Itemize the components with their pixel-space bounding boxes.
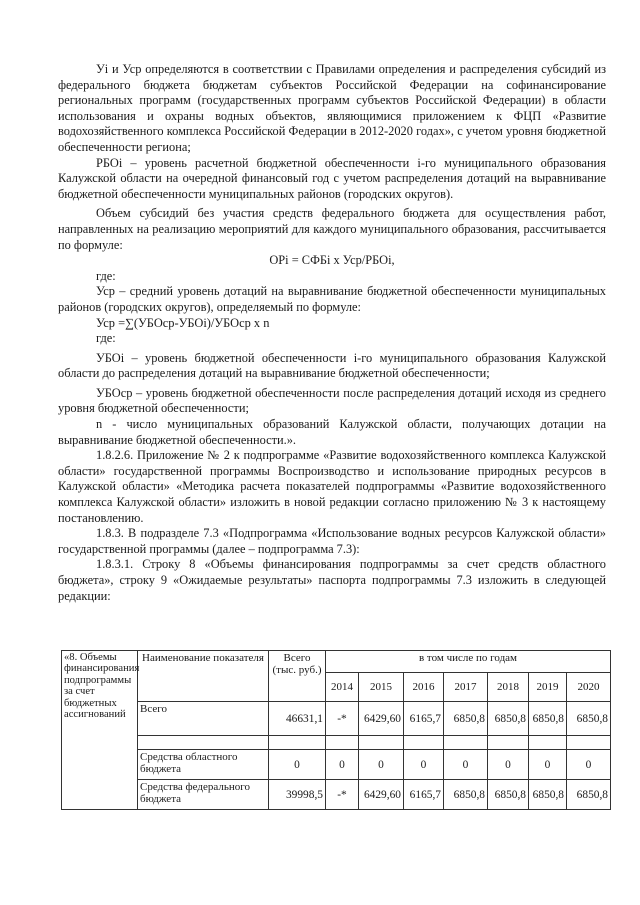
year-header: 2015 xyxy=(359,673,404,702)
formula-usr-rest: (УБОср-УБОi)/УБОср х n xyxy=(133,315,270,330)
formula-usr xyxy=(58,316,606,332)
formula-ori: ОРi = СФБi х Уср/РБОi, xyxy=(269,253,395,268)
paragraph-rboi: РБОi – уровень расчетной бюджетной обеспеченности i-го муниципального образования Калужской области на очередной финансовый год с учетом распределения дотаций на выравнивание бюджетной обеспеченности муниципальных районов (городских округов). xyxy=(58,155,606,201)
row-value: 6165,7 xyxy=(404,780,444,810)
year-header: 2014 xyxy=(326,673,359,702)
year-header: 2016 xyxy=(404,673,444,702)
header-years-group: в том числе по годам xyxy=(326,651,611,673)
table-header-row xyxy=(62,651,611,673)
row-value: 6850,8 xyxy=(567,702,611,736)
where-label-1: где: xyxy=(96,268,116,283)
row-value: 6429,60 xyxy=(359,702,404,736)
spacer-cell xyxy=(359,736,404,750)
row-value: 6850,8 xyxy=(529,702,567,736)
row-value: 6850,8 xyxy=(444,780,488,810)
row-value: 6429,60 xyxy=(359,780,404,810)
paragraph-1-8-2-6: 1.8.2.6. Приложение № 2 к подпрограмме «Развитие водохозяйственного комплекса Калужской области» государственной программы Воспроизводство и использование природных ресурсов в Калужской области» «Методика расчета показателей подпрограммы «Развитие водохозяйственного комплекса Калужской области» изложить в новой редакции согласно приложению № 3 к настоящему постановлению. xyxy=(58,448,606,525)
row-total: 39998,5 xyxy=(269,780,326,810)
row-value: 6850,8 xyxy=(444,702,488,736)
header-total: Всего (тыс. руб.) xyxy=(269,651,326,702)
row-label: Средства федерального бюджета xyxy=(138,780,269,810)
table-row xyxy=(62,780,611,810)
year-header: 2017 xyxy=(444,673,488,702)
row-value: 0 xyxy=(488,750,529,780)
table-row xyxy=(62,702,611,736)
body-text xyxy=(58,62,606,604)
formula-usr-sum: Уср =∑ xyxy=(96,315,134,330)
row-value: 0 xyxy=(529,750,567,780)
row-value: 6850,8 xyxy=(529,780,567,810)
spacer-cell xyxy=(138,736,269,750)
row-value: 6165,7 xyxy=(404,702,444,736)
row-value: 0 xyxy=(444,750,488,780)
spacer-cell xyxy=(488,736,529,750)
table-spacer-row xyxy=(62,736,611,750)
paragraph-uboi: УБОi – уровень бюджетной обеспеченности i-го муниципального образования Калужской области до распределения дотаций на выравнивание бюджетной обеспеченности; xyxy=(58,350,606,381)
header-name: Наименование показателя xyxy=(138,651,269,702)
paragraph-usr: Уср – средний уровень дотаций на выравнивание бюджетной обеспеченности муниципальных районов (городских округов), определяемый по формуле: xyxy=(58,284,606,314)
row-total: 46631,1 xyxy=(269,702,326,736)
spacer-cell xyxy=(326,736,359,750)
row-value: 6850,8 xyxy=(488,780,529,810)
paragraph-1-8-3: 1.8.3. В подразделе 7.3 «Подпрограмма «Использование водных ресурсов Калужской области» государственной программы (далее – подпрограмма 7.3): xyxy=(58,526,606,556)
row-value: 0 xyxy=(567,750,611,780)
paragraph-ui-usr: Уi и Уср определяются в соответствии с Правилами определения и распределения субсидий из федерального бюджета бюджетам субъектов Российской Федерации на софинансирование региональных программ (государственных программ субъектов Российской Федерации) в области использования и охраны водных объектов, являющимися приложением к ФЦП «Развитие водохозяйственного комплекса Российской Федерации в 2012-2020 годах», с учетом уровня бюджетной обеспеченности региона; xyxy=(58,62,606,154)
spacer-cell xyxy=(269,736,326,750)
paragraph-n: n - число муниципальных образований Калужской области, получающих дотации на выравнивание бюджетной обеспеченности.». xyxy=(58,417,606,447)
spacer-cell xyxy=(444,736,488,750)
section-label-cell: «8. Объемы финансирования подпрограммы за счет бюджетных ассигнований xyxy=(62,651,138,810)
row-label: Средства областного бюджета xyxy=(138,750,269,780)
row-value: 0 xyxy=(359,750,404,780)
spacer-cell xyxy=(404,736,444,750)
row-total: 0 xyxy=(269,750,326,780)
row-value: -* xyxy=(326,702,359,736)
row-value: 0 xyxy=(326,750,359,780)
row-value: 0 xyxy=(404,750,444,780)
year-header: 2018 xyxy=(488,673,529,702)
spacer-cell xyxy=(567,736,611,750)
financing-table xyxy=(61,650,611,810)
table-row xyxy=(62,750,611,780)
row-label: Всего xyxy=(138,702,269,736)
paragraph-1-8-3-1: 1.8.3.1. Строку 8 «Объемы финансирования подпрограммы за счет средств областного бюджета», строку 9 «Ожидаемые результаты» паспорта подпрограммы 7.3 изложить в следующей редакции: xyxy=(58,557,606,603)
spacer-cell xyxy=(529,736,567,750)
where-label-2: где: xyxy=(96,331,116,346)
year-header: 2020 xyxy=(567,673,611,702)
row-value: 6850,8 xyxy=(488,702,529,736)
year-header: 2019 xyxy=(529,673,567,702)
row-value: 6850,8 xyxy=(567,780,611,810)
row-value: -* xyxy=(326,780,359,810)
paragraph-subsidy-volume: Объем субсидий без участия средств федерального бюджета для осуществления работ, направленных на реализацию мероприятий для каждого муниципального образования, рассчитывается по формуле: xyxy=(58,206,606,252)
paragraph-ubosr: УБОср – уровень бюджетной обеспеченности после распределения дотаций исходя из среднего уровня бюджетной обеспеченности; xyxy=(58,385,606,416)
